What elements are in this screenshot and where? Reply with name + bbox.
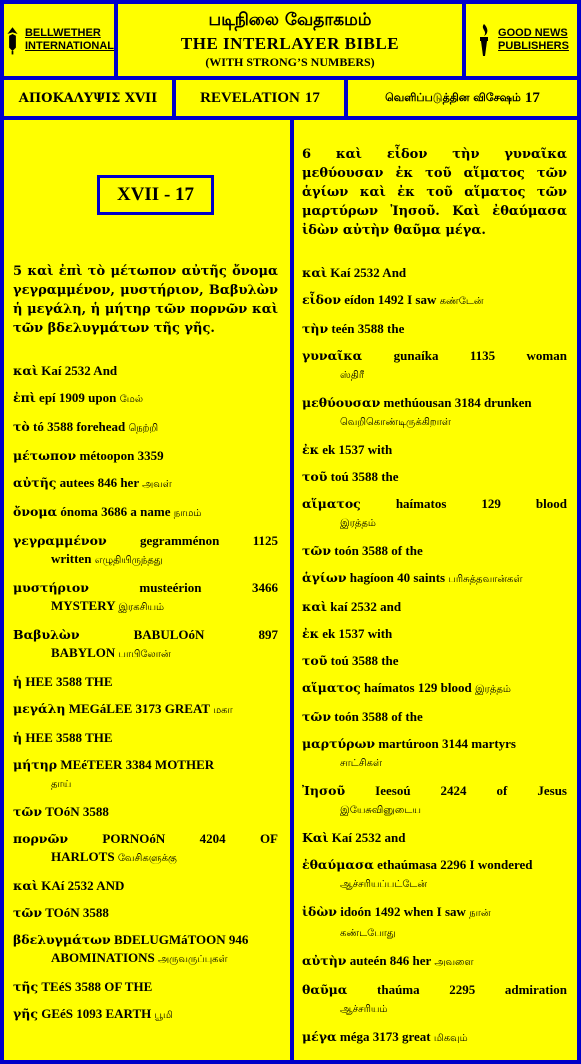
tamil-book-label: வெளிப்படுத்தின விசேஷம் <box>385 90 521 104</box>
tamil-gloss: இயேசுவினுடைய <box>340 805 421 816</box>
gloss-text: toú 3588 the <box>327 653 399 668</box>
gloss-text: HEE 3588 THE <box>22 730 113 745</box>
gloss-text: Kaí 2532 and <box>328 830 406 845</box>
gloss-text: idoón 1492 when I saw <box>336 904 470 919</box>
gloss-token: Ieesoú <box>375 783 411 798</box>
greek-word: μέγα <box>302 1029 337 1044</box>
tamil-chapter-number: 17 <box>524 89 540 106</box>
word-entry <box>13 830 278 868</box>
greek-word: τοῦ <box>302 653 328 668</box>
tamil-gloss: நாமம் <box>173 508 202 519</box>
word-entry <box>13 474 278 494</box>
gloss-text: TEéS 3588 OF THE <box>38 979 153 994</box>
gloss-text: MEGáLEE 3173 GREAT <box>65 701 214 716</box>
greek-word: τῶν <box>302 543 331 558</box>
word-entry <box>13 389 278 409</box>
tamil-gloss: மிகவும் <box>433 1033 468 1044</box>
greek-word: τῶν <box>13 804 42 819</box>
gloss-continuation: BABYLON <box>51 645 119 660</box>
logo-line-2: INTERNATIONAL <box>24 40 114 52</box>
word-entry <box>302 394 567 432</box>
gloss-token: Jesus <box>537 783 567 798</box>
word-entry <box>302 441 567 459</box>
greek-word: τῆς <box>13 979 39 994</box>
greek-word: καὶ <box>13 363 39 378</box>
tamil-gloss: மகா <box>213 705 233 716</box>
gloss-token: PORNOóN <box>102 831 166 846</box>
tamil-gloss: ஆச்சரியம் <box>340 1004 388 1015</box>
word-entry <box>302 708 567 726</box>
tamil-book-title <box>348 80 577 116</box>
gloss-token: 4204 <box>199 831 226 846</box>
word-entry <box>302 903 567 943</box>
greek-word: ἰδὼν <box>302 904 337 919</box>
word-entry <box>302 829 567 847</box>
gloss-token: BABULOóN <box>133 627 205 642</box>
english-chapter-number: 17 <box>304 89 320 106</box>
tamil-gloss: அருவருப்புகள் <box>158 954 228 965</box>
word-entry <box>302 856 567 894</box>
tamil-gloss: அவளை <box>434 957 474 968</box>
logo-line-1: GOOD NEWS <box>498 27 568 39</box>
greek-word: βδελυγμάτων <box>13 932 111 947</box>
word-entry <box>13 931 278 969</box>
gloss-text: toón 3588 of the <box>331 709 423 724</box>
word-entry <box>302 569 567 589</box>
gloss-continuation: HARLOTS <box>51 849 118 864</box>
gloss-token: 2424 <box>440 783 467 798</box>
greek-word: ἡ <box>13 674 23 689</box>
greek-book-label: ΑΠΟΚΑΛΥΨΙΣ XVII <box>18 90 158 106</box>
title-block <box>118 4 462 76</box>
gloss-text: auteén 846 her <box>346 953 435 968</box>
gloss-text: BDELUGMáTOON 946 <box>110 932 249 947</box>
tamil-gloss: எழுதியிருந்தது <box>94 555 163 566</box>
tamil-gloss: நான் <box>469 908 491 919</box>
english-book-label: REVELATION <box>200 89 300 106</box>
word-entry <box>13 532 278 570</box>
greek-word: καὶ <box>13 878 39 893</box>
word-entry <box>302 468 567 486</box>
greek-word: μέτωπον <box>13 448 77 463</box>
tamil-gloss: இரகசியம் <box>118 602 165 613</box>
tamil-gloss: நெற்றி <box>128 423 159 434</box>
gloss-text: toú 3588 the <box>327 469 399 484</box>
greek-word: μεθύουσαν <box>302 395 381 410</box>
word-entry <box>302 495 567 533</box>
gloss-token: OF <box>259 831 278 846</box>
greek-word: γεγραμμένον <box>13 533 107 548</box>
bellwether-logo <box>4 4 114 76</box>
gloss-text: methúousan 3184 drunken <box>380 395 532 410</box>
tamil-gloss: அவள் <box>142 479 172 490</box>
word-entry <box>13 447 278 465</box>
tamil-gloss: வேசிகளுக்கு <box>117 853 177 864</box>
gloss-text: martúroon 3144 martyrs <box>375 736 516 751</box>
word-entry <box>13 1005 278 1025</box>
subtitle: (WITH STRONG’S NUMBERS) <box>205 55 375 69</box>
gloss-token: 1125 <box>252 533 278 548</box>
greek-word: Καὶ <box>302 830 329 845</box>
word-entry <box>302 320 567 338</box>
gloss-text: Kaí 2532 And <box>38 363 118 378</box>
gloss-text: toón 3588 of the <box>331 543 423 558</box>
greek-word: μεγάλη <box>13 701 66 716</box>
gloss-text: KAí 2532 AND <box>38 878 125 893</box>
gloss-text: haímatos 129 blood <box>360 680 475 695</box>
gloss-continuation: ABOMINATIONS <box>51 950 159 965</box>
tamil-gloss: இரத்தம் <box>340 518 376 529</box>
left-content <box>13 262 278 1034</box>
logo-line-2: PUBLISHERS <box>498 40 569 52</box>
gloss-text: epí 1909 upon <box>35 390 120 405</box>
gloss-text: TOóN 3588 <box>42 905 109 920</box>
tamil-gloss: சாட்சிகள் <box>340 758 382 769</box>
greek-word: ἐκ <box>302 626 319 641</box>
word-entry <box>302 264 567 282</box>
tamil-gloss: பரிசுத்தவான்கள் <box>448 574 523 585</box>
gloss-text: métoopon 3359 <box>76 448 164 463</box>
word-entry <box>13 626 278 664</box>
gloss-text: ónoma 3686 a name <box>57 504 174 519</box>
gloss-text: méga 3173 great <box>336 1029 434 1044</box>
greek-word: τῶν <box>302 709 331 724</box>
word-entry <box>302 652 567 670</box>
word-entry <box>302 625 567 643</box>
good-news-logo <box>466 4 577 76</box>
word-entry <box>13 418 278 438</box>
greek-word: τὸ <box>13 419 30 434</box>
gloss-token: woman <box>526 348 567 363</box>
greek-word: μαρτύρων <box>302 736 376 751</box>
gloss-text: TOóN 3588 <box>42 804 109 819</box>
greek-word: Ἰησοῦ <box>302 783 346 798</box>
tamil-gloss: கண்டேன் <box>439 296 484 307</box>
gloss-text: ethaúmasa 2296 I wondered <box>373 857 533 872</box>
gloss-token: 1135 <box>469 348 496 363</box>
gloss-token: 2295 <box>449 982 476 997</box>
gloss-text: hagíoon 40 saints <box>346 570 449 585</box>
gloss-token: of <box>496 783 508 798</box>
gloss-token: thaúma <box>377 982 420 997</box>
word-entry <box>13 803 278 821</box>
word-entry <box>302 981 567 1019</box>
word-entry <box>13 362 278 380</box>
word-entry <box>13 700 278 720</box>
greek-word: καὶ <box>302 265 328 280</box>
word-entry <box>13 729 278 747</box>
right-word-list <box>302 264 567 1048</box>
gloss-text: ek 1537 with <box>318 442 393 457</box>
greek-book-title <box>4 80 172 116</box>
gloss-text: HEE 3588 THE <box>22 674 113 689</box>
word-entry <box>13 904 278 922</box>
gloss-text: kaí 2532 and <box>327 599 402 614</box>
gloss-text: ek 1537 with <box>318 626 393 641</box>
gloss-text: MEéTEER 3384 MOTHER <box>57 757 215 772</box>
logo-line-1: BELLWETHER <box>24 27 101 39</box>
word-entry <box>302 782 567 820</box>
gloss-token: 129 <box>481 496 501 511</box>
greek-word: μήτηρ <box>13 757 58 772</box>
word-entry <box>302 598 567 616</box>
gloss-text: teén 3588 the <box>328 321 405 336</box>
word-entry <box>302 1028 567 1048</box>
word-entry <box>13 756 278 794</box>
tamil-gloss: ஸ்திரீ <box>340 370 365 381</box>
greek-word: ἐπὶ <box>13 390 36 405</box>
tamil-gloss: ஆச்சரியப்பட்டேன் <box>340 879 428 890</box>
word-entry <box>302 347 567 385</box>
gloss-token: haímatos <box>395 496 447 511</box>
word-entry <box>13 503 278 523</box>
greek-word: αὐτῆς <box>13 475 57 490</box>
greek-word: ἡ <box>13 730 23 745</box>
right-content <box>302 145 567 1057</box>
verse-5-text: 5 καὶ ἐπὶ τὸ μέτωπον αὐτῆς ὄνομα γεγραμμένον, μυστήριον, Βαβυλὼν ἡ μεγάλη, ἡ μήτηρ τῶν πορνῶν καὶ τῶν βδελυγμάτων τῆς γῆς. <box>13 264 278 336</box>
greek-word: μυστήριον <box>13 580 89 595</box>
greek-word: ἐθαύμασα <box>302 857 374 872</box>
greek-word: ὄνομα <box>13 504 58 519</box>
torch-icon <box>474 23 494 57</box>
gloss-text: tó 3588 forehead <box>29 419 129 434</box>
greek-word: ἁγίων <box>302 570 347 585</box>
gloss-token: 3466 <box>252 580 278 595</box>
english-book-title <box>176 80 344 116</box>
gloss-text: eídon 1492 I saw <box>341 292 440 307</box>
word-entry <box>302 735 567 773</box>
greek-word: Βαβυλὼν <box>13 627 80 642</box>
word-entry <box>13 579 278 617</box>
word-entry <box>302 542 567 560</box>
tamil-gloss: கண்டபோது <box>340 928 396 939</box>
greek-word: αὐτὴν <box>302 953 347 968</box>
tamil-gloss: பாபிலோன் <box>118 649 171 660</box>
word-entry <box>302 952 567 972</box>
gloss-continuation: written <box>51 551 95 566</box>
gloss-token: musteérion <box>139 580 202 595</box>
english-title: THE INTERLAYER BIBLE <box>180 34 400 53</box>
bell-icon <box>4 23 21 57</box>
gloss-continuation: MYSTERY <box>51 598 119 613</box>
tamil-title: படிநிலை வேதாகமம் <box>208 10 372 30</box>
word-entry <box>302 291 567 311</box>
tamil-gloss: இரத்தம் <box>474 684 511 695</box>
gloss-token: 897 <box>258 627 278 642</box>
gloss-token: gegramménon <box>139 533 220 548</box>
greek-word: τοῦ <box>302 469 328 484</box>
greek-word: ἐκ <box>302 442 319 457</box>
greek-word: αἵματος <box>302 680 361 695</box>
tamil-gloss: பூமி <box>154 1010 173 1021</box>
greek-word: αἵματος <box>302 496 361 511</box>
greek-word: εἶδον <box>302 292 341 307</box>
tamil-gloss: வெறிகொண்டிருக்கிறாள் <box>340 417 451 428</box>
gloss-token: admiration <box>504 982 567 997</box>
chapter-badge: XVII - 17 <box>97 175 214 215</box>
tamil-gloss: மேல் <box>119 394 144 405</box>
greek-word: γυναῖκα <box>302 348 363 363</box>
gloss-text: autees 846 her <box>56 475 143 490</box>
gloss-token: blood <box>535 496 567 511</box>
greek-word: τὴν <box>302 321 329 336</box>
greek-word: τῶν <box>13 905 42 920</box>
verse-6-text: 6 καὶ εἶδον τὴν γυναῖκα μεθύουσαν ἐκ τοῦ αἵματος τῶν ἁγίων καὶ ἐκ τοῦ αἵματος τῶν μαρτύρων Ἰησοῦ. Καὶ ἐθαύμασα ἰδὼν αὐτὴν θαῦμα μέγα. <box>302 147 567 238</box>
greek-word: θαῦμα <box>302 982 348 997</box>
gloss-text: GEéS 1093 EARTH <box>37 1006 155 1021</box>
left-word-list <box>13 362 278 1025</box>
gloss-text: Kaí 2532 And <box>327 265 407 280</box>
word-entry <box>13 877 278 895</box>
greek-word: πορνῶν <box>13 831 69 846</box>
tamil-gloss: தாய் <box>51 779 72 790</box>
word-entry <box>13 978 278 996</box>
gloss-token: gunaíka <box>393 348 439 363</box>
greek-word: καὶ <box>302 599 328 614</box>
word-entry <box>302 679 567 699</box>
greek-word: γῆς <box>13 1006 38 1021</box>
word-entry <box>13 673 278 691</box>
